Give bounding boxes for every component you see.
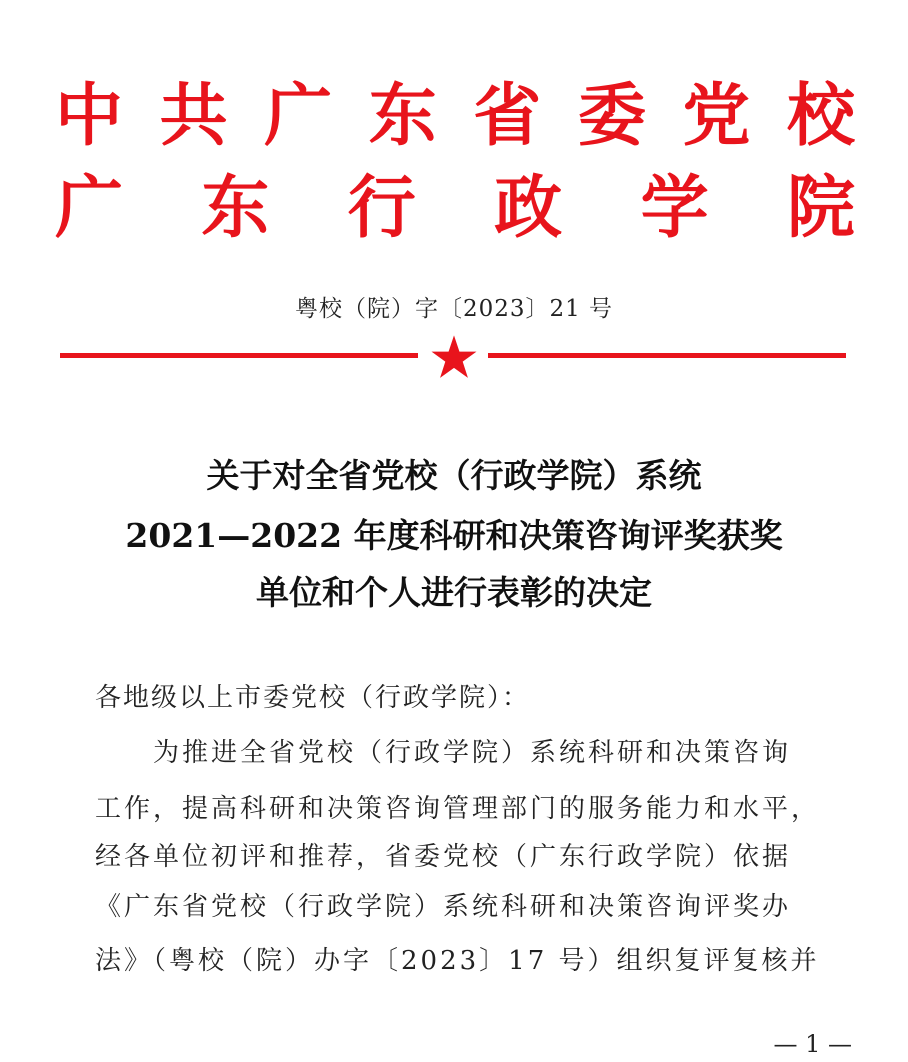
document-title-line-3: 单位和个人进行表彰的决定	[256, 573, 652, 612]
body-line: 为推进全省党校（行政学院）系统科研和决策咨询	[153, 738, 792, 768]
salutation: 各地级以上市委党校（行政学院）：	[95, 683, 531, 713]
star-icon	[431, 334, 477, 380]
org-char: 政	[494, 168, 563, 248]
body-line: 工作，提高科研和决策咨询管理部门的服务能力和水平，	[95, 794, 821, 824]
body-line: 《广东省党校（行政学院）系统科研和决策咨询评奖办	[95, 892, 792, 922]
org-char: 行	[347, 168, 416, 248]
org-char: 院	[786, 168, 855, 248]
document-title-line-1: 关于对全省党校（行政学院）系统	[206, 456, 702, 495]
org-char: 共	[159, 76, 228, 156]
org-char: 广	[264, 76, 333, 156]
org-char: 广	[55, 168, 124, 248]
document-title-line-2: 2021—2022 年度科研和决策咨询评奖获奖	[125, 516, 783, 555]
org-char: 省	[473, 76, 542, 156]
red-rule-left	[60, 353, 418, 358]
org-char: 中	[55, 76, 124, 156]
red-rule-right	[488, 353, 846, 358]
org-char: 东	[201, 168, 270, 248]
body-line: 经各单位初评和推荐，省委党校（广东行政学院）依据	[95, 842, 792, 872]
org-char: 党	[682, 76, 751, 156]
body-line: 法》（粤校（院）办字〔2023〕17 号）组织复评复核并	[95, 946, 820, 976]
page-number: — 1 —	[773, 1030, 852, 1058]
org-char: 学	[640, 168, 709, 248]
org-char: 委	[577, 76, 646, 156]
org-char: 东	[368, 76, 437, 156]
org-char: 校	[786, 76, 855, 156]
issuing-org-line-2	[55, 168, 855, 248]
issuing-org-line-1	[55, 76, 855, 156]
document-number: 粤校（院）字〔2023〕21 号	[294, 296, 614, 322]
